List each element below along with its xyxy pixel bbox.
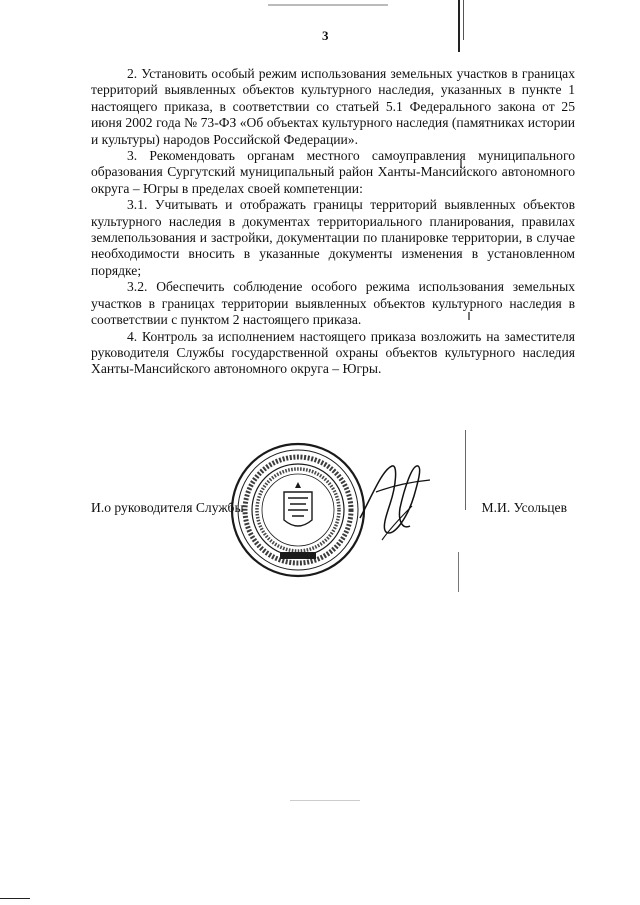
- scan-edge-line: [463, 0, 464, 40]
- scan-speck: [290, 800, 360, 801]
- scan-speck: [268, 4, 388, 6]
- paragraph-2: 2. Установить особый режим использования земельных участков в границах территорий выявленных объектов культурного наследия, указанных в пункте 1 настоящего приказа, в соответствии со статьей 5.1 Федерального закона от 25 июня 2002 года № 73-ФЗ «Об объектах культурного наследия (памятниках истории и культуры) народов Российской Федерации».: [91, 66, 575, 147]
- document-body: [91, 66, 575, 378]
- scan-edge-line: [465, 430, 466, 510]
- paragraph-4: 4. Контроль за исполнением настоящего приказа возложить на заместителя руководителя Службы государственной охраны объектов культурного наследия Ханты-Мансийского автономного округа – Югры.: [91, 328, 575, 377]
- paragraph-3-2: 3.2. Обеспечить соблюдение особого режима использования земельных участков в границах территории выявленных объектов культурного наследия в соответствии с пунктом 2 настоящего приказа.: [91, 279, 575, 328]
- scan-edge-line: [458, 552, 459, 592]
- paragraph-3: 3. Рекомендовать органам местного самоуправления муниципального образования Сургутский муниципальный район Ханты-Мансийского автономного округа – Югры в пределах своей компетенции:: [91, 148, 575, 196]
- scan-edge-line: [0, 898, 30, 899]
- signatory-name: М.И. Усольцев: [481, 500, 567, 515]
- paragraph-3-1: 3.1. Учитывать и отображать границы территорий выявленных объектов культурного наследия в документах территориального планирования, правилах землепользования и застройки, документации по планировке территории, в случае необходимости вносить в указанные документы изменения в установленном порядке;: [91, 197, 575, 278]
- signatory-title: И.о руководителя Службы: [91, 500, 244, 515]
- scan-edge-line: [458, 0, 460, 52]
- signature-row: [91, 500, 575, 520]
- page-number: 3: [322, 28, 329, 43]
